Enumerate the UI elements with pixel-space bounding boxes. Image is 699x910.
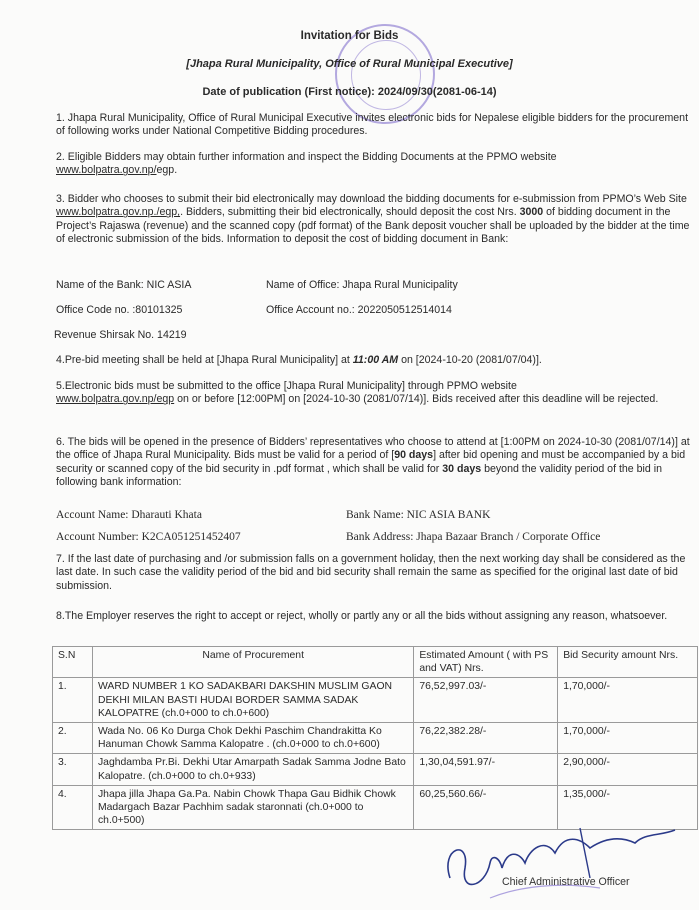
office-code: Office Code no. :80101325 bbox=[56, 304, 183, 316]
paragraph-2-tail: egp. bbox=[156, 164, 178, 177]
paragraph-2 bbox=[56, 151, 696, 178]
cell-security: 2,90,000/- bbox=[558, 754, 698, 785]
egp-link[interactable]: www.bolpatra.gov.np/egp bbox=[56, 393, 175, 406]
cell-amount: 76,22,382.28/- bbox=[414, 723, 558, 754]
paragraph-6-part-a: 6. The bids will be opened in the presence of Bidders’ representatives who choose to attend at [1:00PM on 2024-10-30 (2081/07/14)] at the office of Jhapa Rural Municipality. Bids must be valid for a period of [ bbox=[56, 436, 690, 462]
cell-sn: 2. bbox=[53, 723, 93, 754]
paragraph-4-part-b: on [2024-10-20 (2081/07/04)]. bbox=[398, 354, 542, 366]
paragraph-7: 7. If the last date of purchasing and /or submission falls on a government holiday, then the next working day shall be considered as the last date. In such case the validity period of the bid and bid security shall remain the same as specified for the original last date of bid submission. bbox=[56, 553, 686, 592]
ppmo-egp-link[interactable]: www.bolpatra.gov.np./egp, bbox=[56, 206, 181, 219]
validity-days: 90 days bbox=[394, 449, 434, 462]
cell-sn: 4. bbox=[53, 785, 93, 830]
document-subtitle: [Jhapa Rural Municipality, Office of Rural Municipal Executive] bbox=[186, 58, 513, 70]
security-validity-days: 30 days bbox=[442, 462, 482, 475]
cell-sn: 3. bbox=[53, 754, 93, 785]
account-number: Account Number: K2CA051251452407 bbox=[56, 531, 241, 543]
table-row bbox=[53, 723, 698, 754]
paragraph-6-part-b: ] after bid opening and must be accompanied by a bid security or scanned copy of the bid security in .pdf format , which shall be valid for bbox=[56, 449, 686, 475]
signatory-role: Chief Administrative Officer bbox=[502, 876, 630, 888]
header-estimated-amount: Estimated Amount ( with PS and VAT) Nrs. bbox=[414, 647, 558, 678]
cell-amount: 76,52,997.03/- bbox=[414, 678, 558, 723]
cell-sn: 1. bbox=[53, 678, 93, 723]
document-title: Invitation for Bids bbox=[300, 30, 399, 42]
publication-date: 2024/09/30(2081-06-14) bbox=[377, 86, 497, 98]
paragraph-4 bbox=[56, 354, 696, 367]
paragraph-5-part-b: on or before [12:00PM] on [2024-10-30 (2081/07/14)]. Bids received after this deadline will be rejected. bbox=[174, 393, 659, 406]
bank-address: Bank Address: Jhapa Bazaar Branch / Corporate Office bbox=[346, 531, 601, 543]
table-row bbox=[53, 678, 698, 723]
publication-label: Date of publication (First notice): bbox=[202, 86, 375, 98]
paragraph-3-part-c: of bidding document in the Project’s Rajaswa (revenue) and the scanned copy (pdf format) of the Bank deposit voucher shall be uploaded by the bidder at the time of electronic submission of the bids. Information to deposit the cost of bidding document in Bank: bbox=[56, 206, 690, 246]
office-name: Name of Office: Jhapa Rural Municipality bbox=[266, 279, 458, 291]
paragraph-5 bbox=[56, 380, 696, 407]
prebid-time: 11:00 AM bbox=[352, 354, 399, 366]
office-account: Office Account no.: 2022050512514014 bbox=[266, 304, 452, 316]
bank-name-2: Bank Name: NIC ASIA BANK bbox=[346, 509, 491, 521]
document-cost: 3000 bbox=[519, 206, 544, 219]
cell-procurement: Jaghdamba Pr.Bi. Dekhi Utar Amarpath Sadak Samma Jodne Bato Kalopatre. (ch.0+000 to ch.0+933) bbox=[92, 754, 413, 785]
handwritten-signature bbox=[430, 808, 699, 908]
cell-procurement: Jhapa jilla Jhapa Ga.Pa. Nabin Chowk Thapa Gau Bidhik Chowk Madargach Bazar Pachhim sadak staronnati (ch.0+000 to ch.0+500) bbox=[92, 785, 413, 830]
paragraph-6-part-c: beyond the validity period of the bid in following bank information: bbox=[56, 462, 662, 489]
paragraph-8: 8.The Employer reserves the right to accept or reject, wholly or partly any or all the bids without assigning any reason, whatsoever. bbox=[56, 610, 668, 622]
cell-amount: 60,25,560.66/- bbox=[414, 785, 558, 830]
cell-security: 1,70,000/- bbox=[558, 678, 698, 723]
paragraph-3-part-a: 3. Bidder who chooses to submit their bid electronically may download the bidding documents for e-submission from PPMO’s Web Site bbox=[56, 193, 687, 205]
paragraph-5-part-a: 5.Electronic bids must be submitted to the office [Jhapa Rural Municipality] through PPMO website bbox=[56, 380, 517, 392]
paragraph-4-part-a: 4.Pre-bid meeting shall be held at [Jhapa Rural Municipality] at bbox=[56, 354, 353, 366]
revenue-shirsak: Revenue Shirsak No. 14219 bbox=[54, 329, 187, 341]
paragraph-2-text: 2. Eligible Bidders may obtain further information and inspect the Bidding Documents at the PPMO website bbox=[56, 151, 557, 163]
cell-security: 1,35,000/- bbox=[558, 785, 698, 830]
account-name: Account Name: Dharauti Khata bbox=[56, 509, 202, 521]
header-bid-security: Bid Security amount Nrs. bbox=[558, 647, 698, 678]
paragraph-6 bbox=[56, 436, 696, 490]
publication-date-line bbox=[0, 86, 699, 99]
header-name: Name of Procurement bbox=[92, 647, 413, 678]
header-sn: S.N bbox=[53, 647, 93, 678]
paragraph-3-part-b: . Bidders, submitting their bid electronically, should deposit the cost Nrs. bbox=[180, 206, 520, 219]
cell-procurement: Wada No. 06 Ko Durga Chok Dekhi Paschim Chandrakitta Ko Hanuman Chowk Samma Kalopatre . (ch.0+000 to ch.0+600) bbox=[92, 723, 413, 754]
paragraph-1: 1. Jhapa Rural Municipality, Office of Rural Municipal Executive invites electronic bids for Nepalese eligible bidders for the procurement of following works under National Competitive Bidding procedures. bbox=[56, 112, 689, 138]
cell-amount: 1,30,04,591.97/- bbox=[414, 754, 558, 785]
ppmo-link[interactable]: www.bolpatra.gov.np/ bbox=[56, 164, 157, 177]
cell-security: 1,70,000/- bbox=[558, 723, 698, 754]
bank-name-1: Name of the Bank: NIC ASIA bbox=[56, 279, 192, 291]
cell-procurement: WARD NUMBER 1 KO SADAKBARI DAKSHIN MUSLIM GAON DEKHI MILAN BASTI HUDAI BORDER SAMMA SADAK KALOPATRE (ch.0+000 to ch.0+600) bbox=[92, 678, 413, 723]
paragraph-3 bbox=[56, 193, 696, 247]
procurement-table bbox=[52, 646, 698, 830]
table-row bbox=[53, 754, 698, 785]
table-header-row bbox=[53, 647, 698, 678]
